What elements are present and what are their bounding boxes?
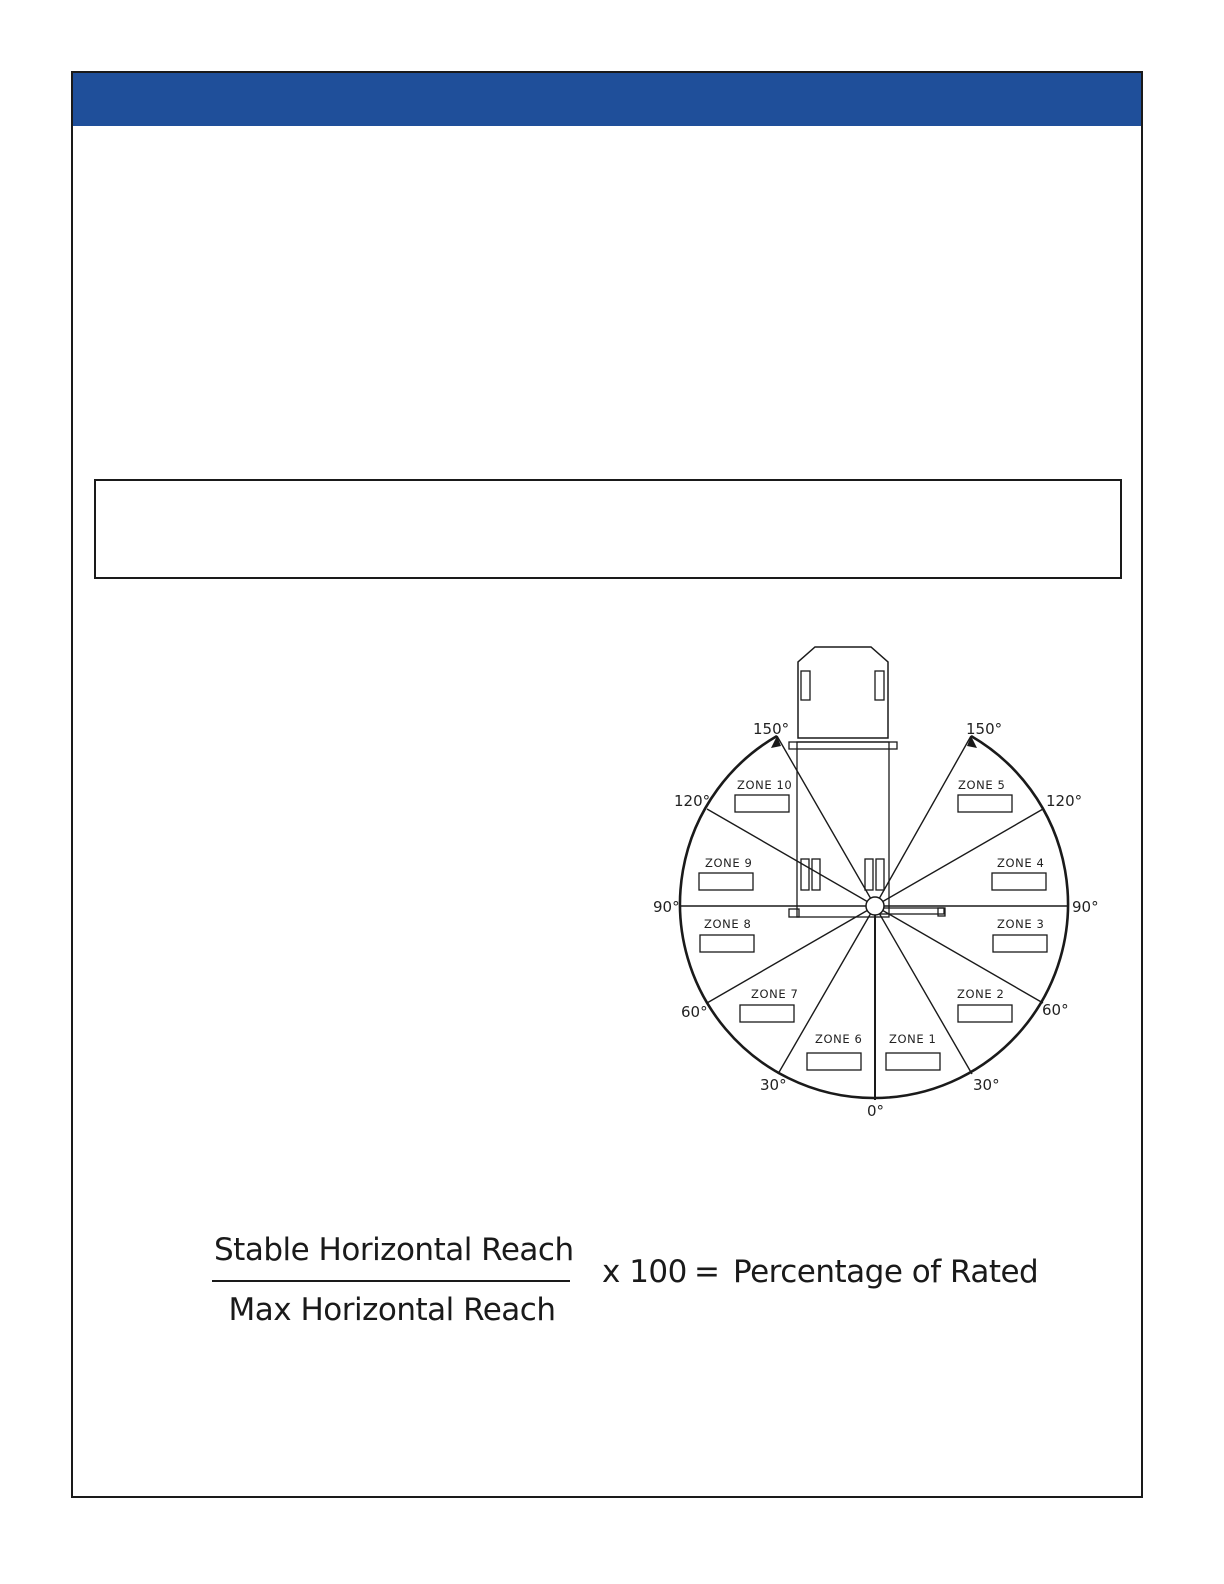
- angle-label-60-right: 60°: [1042, 1001, 1069, 1019]
- zone-box-9: [699, 873, 753, 890]
- tire: [876, 859, 884, 890]
- zone-box-2: [958, 1005, 1012, 1022]
- formula-result: Percentage of Rated: [733, 1254, 1039, 1290]
- zone-box-3: [993, 935, 1047, 952]
- angle-label-120-right: 120°: [1046, 792, 1083, 810]
- radial-150-left: [777, 736, 875, 906]
- turret-center: [866, 897, 884, 915]
- zone-box-6: [807, 1053, 861, 1070]
- zone-label-6: ZONE 6: [815, 1032, 863, 1046]
- formula-multiplier: x 100: [602, 1254, 687, 1290]
- angle-label-30-right: 30°: [973, 1076, 1000, 1094]
- rotation-zone-diagram: [640, 635, 1100, 1135]
- zone-label-5: ZONE 5: [958, 778, 1006, 792]
- tire: [812, 859, 820, 890]
- zone-box-8: [700, 935, 754, 952]
- zone-label-4: ZONE 4: [997, 856, 1045, 870]
- zone-label-1: ZONE 1: [889, 1032, 937, 1046]
- angle-label-150-left: 150°: [753, 720, 790, 738]
- notice-box: [94, 479, 1122, 579]
- formula-numerator: Stable Horizontal Reach: [214, 1232, 574, 1268]
- zone-label-2: ZONE 2: [957, 987, 1005, 1001]
- zone-box-5: [958, 795, 1012, 812]
- angle-label-150-right: 150°: [966, 720, 1003, 738]
- zone-label-3: ZONE 3: [997, 917, 1045, 931]
- zone-box-7: [740, 1005, 794, 1022]
- angle-label-0: 0°: [867, 1102, 885, 1120]
- cab-window-left: [801, 671, 810, 700]
- formula-denominator: Max Horizontal Reach: [228, 1292, 556, 1328]
- zone-label-9: ZONE 9: [705, 856, 753, 870]
- bed-rail-front: [789, 742, 897, 749]
- angle-label-60-left: 60°: [681, 1003, 708, 1021]
- angle-label-90-left: 90°: [653, 898, 680, 916]
- angle-label-120-left: 120°: [674, 792, 711, 810]
- zone-label-8: ZONE 8: [704, 917, 752, 931]
- cab-window-right: [875, 671, 884, 700]
- angle-label-90-right: 90°: [1072, 898, 1099, 916]
- zone-box-1: [886, 1053, 940, 1070]
- zone-box-10: [735, 795, 789, 812]
- zone-box-4: [992, 873, 1046, 890]
- fraction-line: [212, 1280, 570, 1282]
- zone-label-7: ZONE 7: [751, 987, 799, 1001]
- angle-label-30-left: 30°: [760, 1076, 787, 1094]
- zone-label-10: ZONE 10: [737, 778, 793, 792]
- truck-bed: [797, 742, 889, 917]
- tire: [865, 859, 873, 890]
- formula-equals: =: [694, 1254, 720, 1290]
